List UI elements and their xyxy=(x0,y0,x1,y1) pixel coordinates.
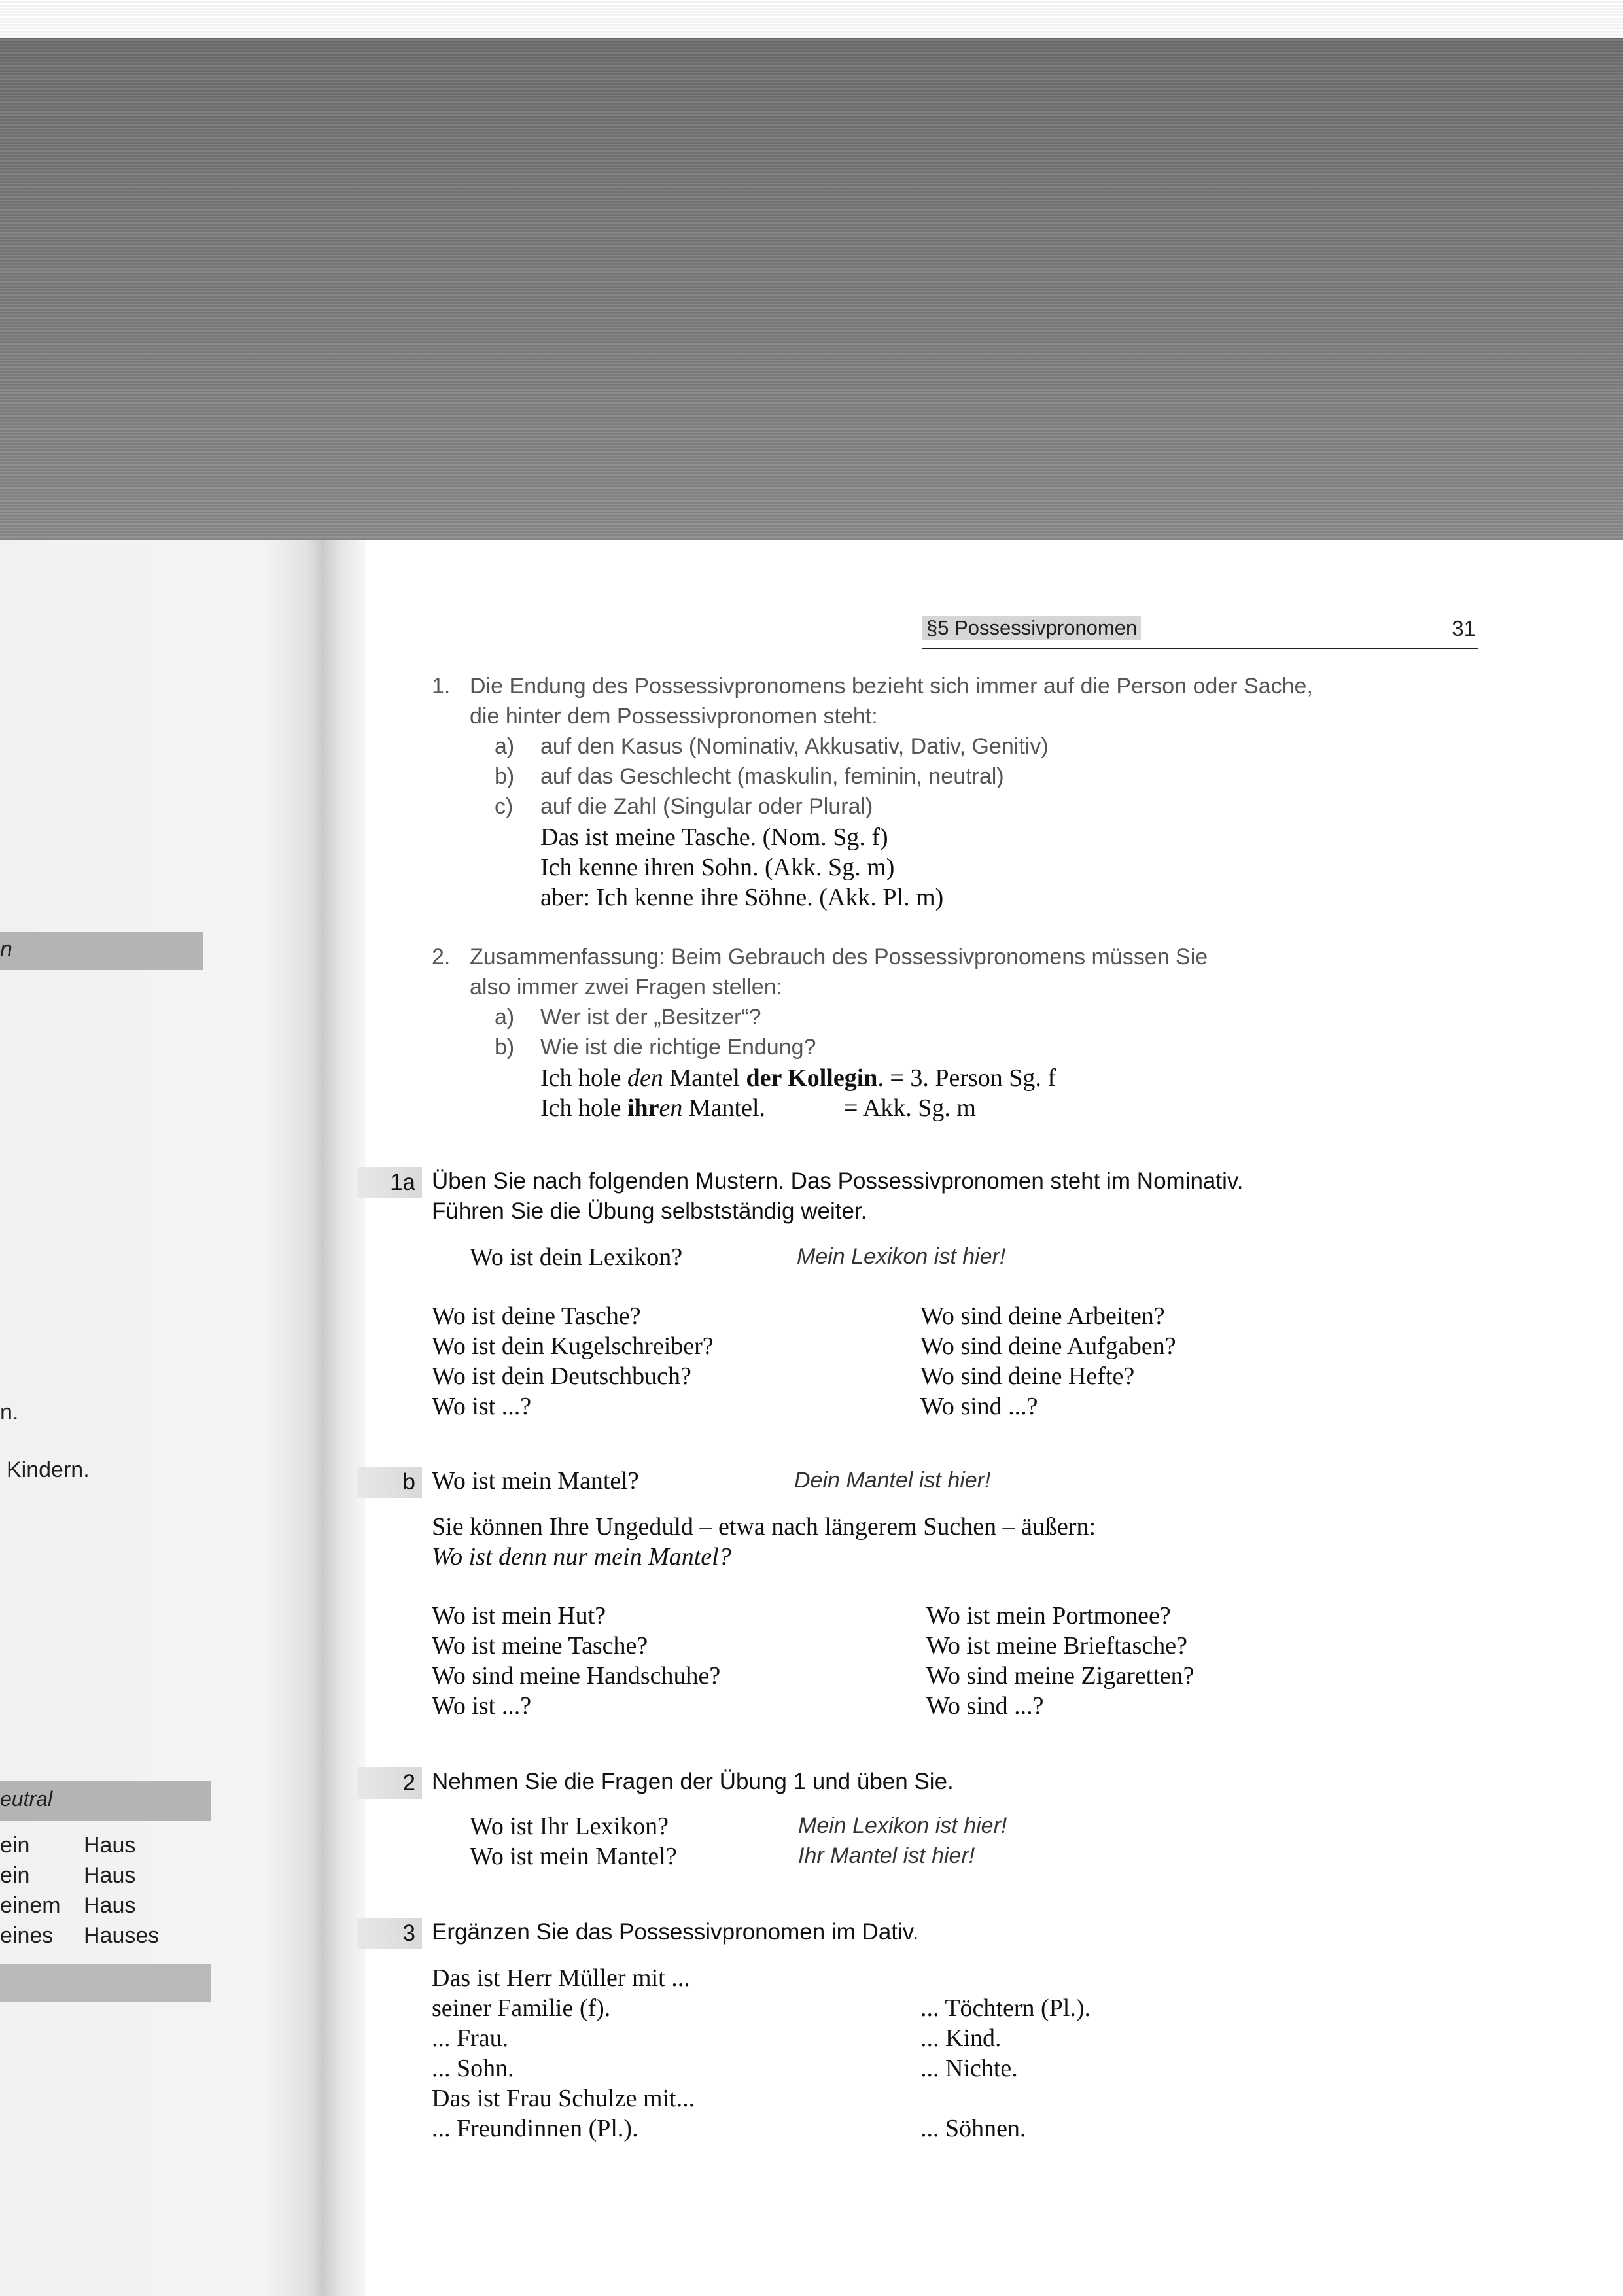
model-question: Wo ist dein Lexikon? xyxy=(470,1244,683,1271)
page-number: 31 xyxy=(1452,616,1476,640)
rule-text: also immer zwei Fragen stellen: xyxy=(470,975,783,1000)
exercise-instruction: Ergänzen Sie das Possessivpronomen im Dativ. xyxy=(432,1919,919,1945)
rule-example: Ich hole den Mantel der Kollegin. = 3. Person Sg. f xyxy=(540,1064,1056,1092)
practice-item: ... Kind. xyxy=(920,2025,1002,2052)
practice-item: ... Sohn. xyxy=(432,2055,514,2082)
exercise-number: 2 xyxy=(357,1767,422,1799)
practice-question: Wo sind deine Arbeiten? xyxy=(920,1302,1165,1330)
left-page-fragment: Kindern. xyxy=(7,1457,90,1482)
model-question: Wo ist mein Mantel? xyxy=(470,1843,677,1870)
left-table-art: ein xyxy=(0,1863,30,1888)
model-answer: Ihr Mantel ist hier! xyxy=(798,1843,975,1868)
rule-item-label: b) xyxy=(495,1035,515,1060)
practice-question: Wo sind deine Aufgaben? xyxy=(920,1332,1176,1360)
practice-item: ... Frau. xyxy=(432,2025,509,2052)
practice-item: ... Freundinnen (Pl.). xyxy=(432,2115,638,2142)
rule-example: Ich hole ihren Mantel. xyxy=(540,1094,766,1122)
practice-item: Das ist Herr Müller mit ... xyxy=(432,1964,690,1992)
left-table-art: einem xyxy=(0,1893,61,1918)
rule-example: aber: Ich kenne ihre Söhne. (Akk. Pl. m) xyxy=(540,884,944,911)
model-question: Wo ist mein Mantel? xyxy=(432,1467,639,1495)
exercise-instruction: Sie können Ihre Ungeduld – etwa nach längerem Suchen – äußern: xyxy=(432,1513,1096,1540)
left-table-noun: Haus xyxy=(84,1833,136,1858)
practice-question: Wo ist deine Tasche? xyxy=(432,1302,641,1330)
practice-question: Wo ist mein Portmonee? xyxy=(926,1602,1171,1629)
rule-number: 2. xyxy=(432,945,451,969)
left-table-art: eines xyxy=(0,1923,54,1948)
left-table-noun: Hauses xyxy=(84,1923,160,1948)
section-title: §5 Possessivpronomen xyxy=(922,616,1141,640)
rule-item-text: Wer ist der „Besitzer“? xyxy=(540,1005,761,1030)
rule-example: Das ist meine Tasche. (Nom. Sg. f) xyxy=(540,824,888,851)
book-spine-shadow xyxy=(321,540,366,2296)
practice-item: Das ist Frau Schulze mit... xyxy=(432,2085,695,2112)
practice-question: Wo ist meine Brieftasche? xyxy=(926,1632,1187,1660)
rule-item-label: a) xyxy=(495,734,515,759)
exercise-instruction: Führen Sie die Übung selbstständig weiter. xyxy=(432,1198,867,1224)
rule-number: 1. xyxy=(432,674,451,699)
practice-question: Wo sind meine Handschuhe? xyxy=(432,1662,721,1690)
model-question: Wo ist Ihr Lexikon? xyxy=(470,1813,669,1840)
left-table-noun: Haus xyxy=(84,1893,136,1918)
rule-item-label: b) xyxy=(495,764,515,789)
practice-question: Wo ist ...? xyxy=(432,1393,532,1420)
practice-item: ... Söhnen. xyxy=(920,2115,1026,2142)
exercise-number: 1a xyxy=(357,1167,422,1198)
practice-question: Wo sind ...? xyxy=(926,1692,1044,1720)
practice-question: Wo ist ...? xyxy=(432,1692,532,1720)
left-page-fragment: n. xyxy=(0,1400,19,1425)
left-page-band xyxy=(0,932,203,970)
left-table-footer-band xyxy=(0,1964,211,2002)
practice-question: Wo sind meine Zigaretten? xyxy=(926,1662,1195,1690)
rule-item-text: Wie ist die richtige Endung? xyxy=(540,1035,816,1060)
left-page-fragment: n xyxy=(0,937,12,962)
practice-item: ... Töchtern (Pl.). xyxy=(920,1994,1091,2022)
left-table-noun: Haus xyxy=(84,1863,136,1888)
exercise-instruction: Üben Sie nach folgenden Mustern. Das Possessivpronomen steht im Nominativ. xyxy=(432,1168,1244,1194)
practice-question: Wo ist meine Tasche? xyxy=(432,1632,648,1660)
practice-item: seiner Familie (f). xyxy=(432,1994,611,2022)
rule-example-result: = Akk. Sg. m xyxy=(844,1094,976,1122)
model-answer: Mein Lexikon ist hier! xyxy=(798,1813,1007,1838)
rule-item-text: auf den Kasus (Nominativ, Akkusativ, Dativ, Genitiv) xyxy=(540,734,1049,759)
left-table-header: eutral xyxy=(0,1787,53,1811)
rule-text: die hinter dem Possessivpronomen steht: xyxy=(470,704,878,729)
rule-text: Die Endung des Possessivpronomens bezieht sich immer auf die Person oder Sache, xyxy=(470,674,1313,699)
model-answer: Mein Lexikon ist hier! xyxy=(797,1244,1006,1269)
exercise-number: 3 xyxy=(357,1918,422,1949)
practice-question: Wo ist mein Hut? xyxy=(432,1602,606,1629)
rule-example: Ich kenne ihren Sohn. (Akk. Sg. m) xyxy=(540,854,895,881)
exercise-instruction-example: Wo ist denn nur mein Mantel? xyxy=(432,1543,731,1571)
rule-item-label: c) xyxy=(495,794,514,819)
practice-question: Wo sind deine Hefte? xyxy=(920,1363,1135,1390)
exercise-instruction: Nehmen Sie die Fragen der Übung 1 und üben Sie. xyxy=(432,1769,954,1794)
practice-item: ... Nichte. xyxy=(920,2055,1018,2082)
rule-item-label: a) xyxy=(495,1005,515,1030)
rule-text: Zusammenfassung: Beim Gebrauch des Possessivpronomens müssen Sie xyxy=(470,945,1208,969)
practice-question: Wo ist dein Deutschbuch? xyxy=(432,1363,691,1390)
rule-item-text: auf die Zahl (Singular oder Plural) xyxy=(540,794,873,819)
practice-question: Wo sind ...? xyxy=(920,1393,1038,1420)
page-header xyxy=(922,615,1478,649)
practice-question: Wo ist dein Kugelschreiber? xyxy=(432,1332,714,1360)
scan-background-top xyxy=(0,0,1623,540)
exercise-number: b xyxy=(357,1467,422,1498)
model-answer: Dein Mantel ist hier! xyxy=(794,1468,991,1493)
rule-item-text: auf das Geschlecht (maskulin, feminin, neutral) xyxy=(540,764,1004,789)
left-page xyxy=(0,540,321,2296)
left-table-art: ein xyxy=(0,1833,30,1858)
